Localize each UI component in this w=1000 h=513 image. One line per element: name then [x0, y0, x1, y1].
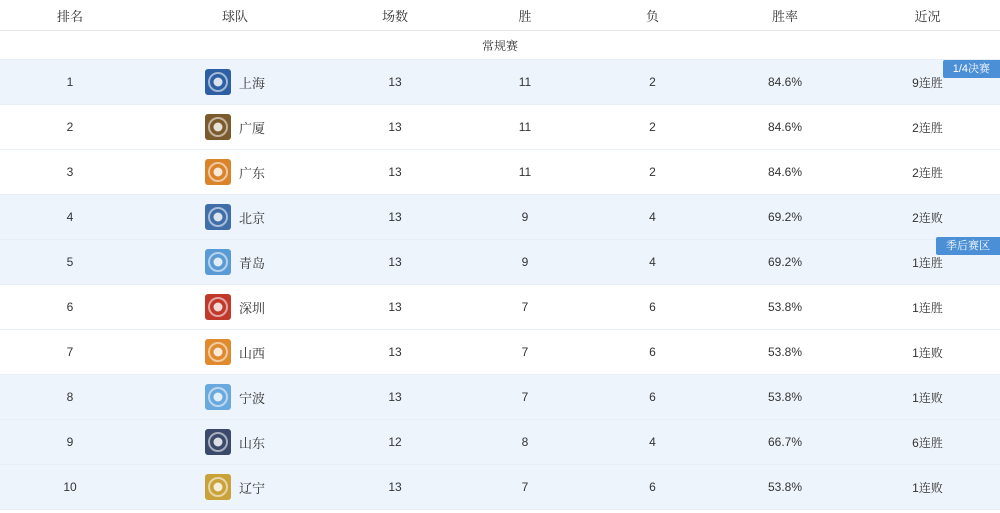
cell-wins: 7: [460, 375, 590, 420]
column-header-rank: 排名: [0, 0, 140, 31]
zone-badge-playoff: 季后赛区: [936, 237, 1000, 255]
table-row[interactable]: [0, 150, 1000, 195]
team-logo-icon: [205, 204, 231, 230]
header-row: [0, 0, 1000, 31]
cell-team[interactable]: [140, 285, 330, 330]
team-logo-icon: [205, 159, 231, 185]
cell-pct: 69.2%: [715, 240, 855, 285]
cell-games: 13: [330, 330, 460, 375]
table-row[interactable]: [0, 60, 1000, 105]
cell-losses: 6: [590, 330, 715, 375]
team-logo-icon: [205, 384, 231, 410]
cell-wins: 9: [460, 195, 590, 240]
zone-badge-quarterfinal: 1/4决赛: [943, 60, 1000, 78]
cell-rank: 1: [0, 60, 140, 105]
cell-recent: 9连胜: [855, 60, 1000, 105]
cell-recent: 2连胜: [855, 150, 1000, 195]
cell-games: 13: [330, 195, 460, 240]
column-header-losses: 负: [590, 0, 715, 31]
cell-pct: 84.6%: [715, 105, 855, 150]
cell-losses: 6: [590, 465, 715, 510]
cell-pct: 84.6%: [715, 150, 855, 195]
cell-rank: 3: [0, 150, 140, 195]
cell-losses: 2: [590, 105, 715, 150]
cell-losses: 6: [590, 375, 715, 420]
cell-pct: 53.8%: [715, 285, 855, 330]
cell-wins: 11: [460, 105, 590, 150]
cell-games: 13: [330, 465, 460, 510]
cell-losses: 2: [590, 60, 715, 105]
cell-wins: 7: [460, 285, 590, 330]
cell-team[interactable]: [140, 420, 330, 465]
cell-recent: 1连败: [855, 375, 1000, 420]
table-body: [0, 31, 1000, 510]
column-header-recent: 近况: [855, 0, 1000, 31]
cell-team[interactable]: [140, 195, 330, 240]
cell-losses: 4: [590, 420, 715, 465]
section-label: 常规赛: [0, 31, 1000, 60]
cell-rank: 4: [0, 195, 140, 240]
cell-wins: 11: [460, 150, 590, 195]
table-row[interactable]: [0, 105, 1000, 150]
cell-pct: 53.8%: [715, 375, 855, 420]
team-logo-icon: [205, 114, 231, 140]
cell-recent: 1连胜: [855, 240, 1000, 285]
cell-games: 13: [330, 240, 460, 285]
team-logo-icon: [205, 339, 231, 365]
cell-wins: 8: [460, 420, 590, 465]
cell-pct: 84.6%: [715, 60, 855, 105]
column-header-team: 球队: [140, 0, 330, 31]
cell-rank: 10: [0, 465, 140, 510]
team-name: 山西: [238, 345, 265, 361]
cell-recent: 1连胜: [855, 285, 1000, 330]
column-header-pct: 胜率: [715, 0, 855, 31]
cell-recent: 1连败: [855, 330, 1000, 375]
table-row[interactable]: [0, 465, 1000, 510]
team-logo-icon: [205, 249, 231, 275]
cell-wins: 11: [460, 60, 590, 105]
cell-losses: 2: [590, 150, 715, 195]
cell-losses: 4: [590, 240, 715, 285]
cell-team[interactable]: [140, 150, 330, 195]
cell-rank: 7: [0, 330, 140, 375]
cell-rank: 9: [0, 420, 140, 465]
table-row[interactable]: [0, 375, 1000, 420]
cell-recent: 6连胜: [855, 420, 1000, 465]
column-header-games: 场数: [330, 0, 460, 31]
team-name: 广厦: [238, 120, 265, 136]
cell-wins: 7: [460, 465, 590, 510]
cell-rank: 2: [0, 105, 140, 150]
cell-rank: 5: [0, 240, 140, 285]
table-row[interactable]: [0, 195, 1000, 240]
cell-team[interactable]: [140, 105, 330, 150]
cell-team[interactable]: [140, 375, 330, 420]
team-name: 青岛: [238, 255, 265, 271]
section-row: [0, 31, 1000, 60]
team-logo-icon: [205, 294, 231, 320]
cell-rank: 8: [0, 375, 140, 420]
cell-pct: 53.8%: [715, 465, 855, 510]
team-name: 宁波: [238, 390, 265, 406]
cell-pct: 66.7%: [715, 420, 855, 465]
cell-recent: 2连败: [855, 195, 1000, 240]
cell-team[interactable]: [140, 60, 330, 105]
team-name: 深圳: [238, 300, 265, 316]
cell-games: 13: [330, 285, 460, 330]
team-name: 上海: [238, 75, 265, 91]
cell-wins: 9: [460, 240, 590, 285]
cell-pct: 53.8%: [715, 330, 855, 375]
team-logo-icon: [205, 429, 231, 455]
cell-pct: 69.2%: [715, 195, 855, 240]
cell-games: 13: [330, 60, 460, 105]
table-row[interactable]: [0, 285, 1000, 330]
cell-recent: 1连败: [855, 465, 1000, 510]
cell-recent: 2连胜: [855, 105, 1000, 150]
cell-losses: 6: [590, 285, 715, 330]
column-header-wins: 胜: [460, 0, 590, 31]
team-name: 广东: [238, 165, 265, 181]
cell-rank: 6: [0, 285, 140, 330]
team-logo-icon: [205, 69, 231, 95]
table-header: [0, 0, 1000, 31]
team-name: 北京: [238, 210, 265, 226]
cell-team[interactable]: [140, 465, 330, 510]
cell-team[interactable]: [140, 240, 330, 285]
cell-wins: 7: [460, 330, 590, 375]
team-logo-icon: [205, 474, 231, 500]
cell-games: 12: [330, 420, 460, 465]
cell-team[interactable]: [140, 330, 330, 375]
cell-losses: 4: [590, 195, 715, 240]
team-name: 辽宁: [238, 480, 265, 496]
team-name: 山东: [238, 435, 265, 451]
cell-games: 13: [330, 375, 460, 420]
table-row[interactable]: [0, 330, 1000, 375]
cell-games: 13: [330, 105, 460, 150]
table-row[interactable]: [0, 420, 1000, 465]
cell-games: 13: [330, 150, 460, 195]
table-row[interactable]: [0, 240, 1000, 285]
